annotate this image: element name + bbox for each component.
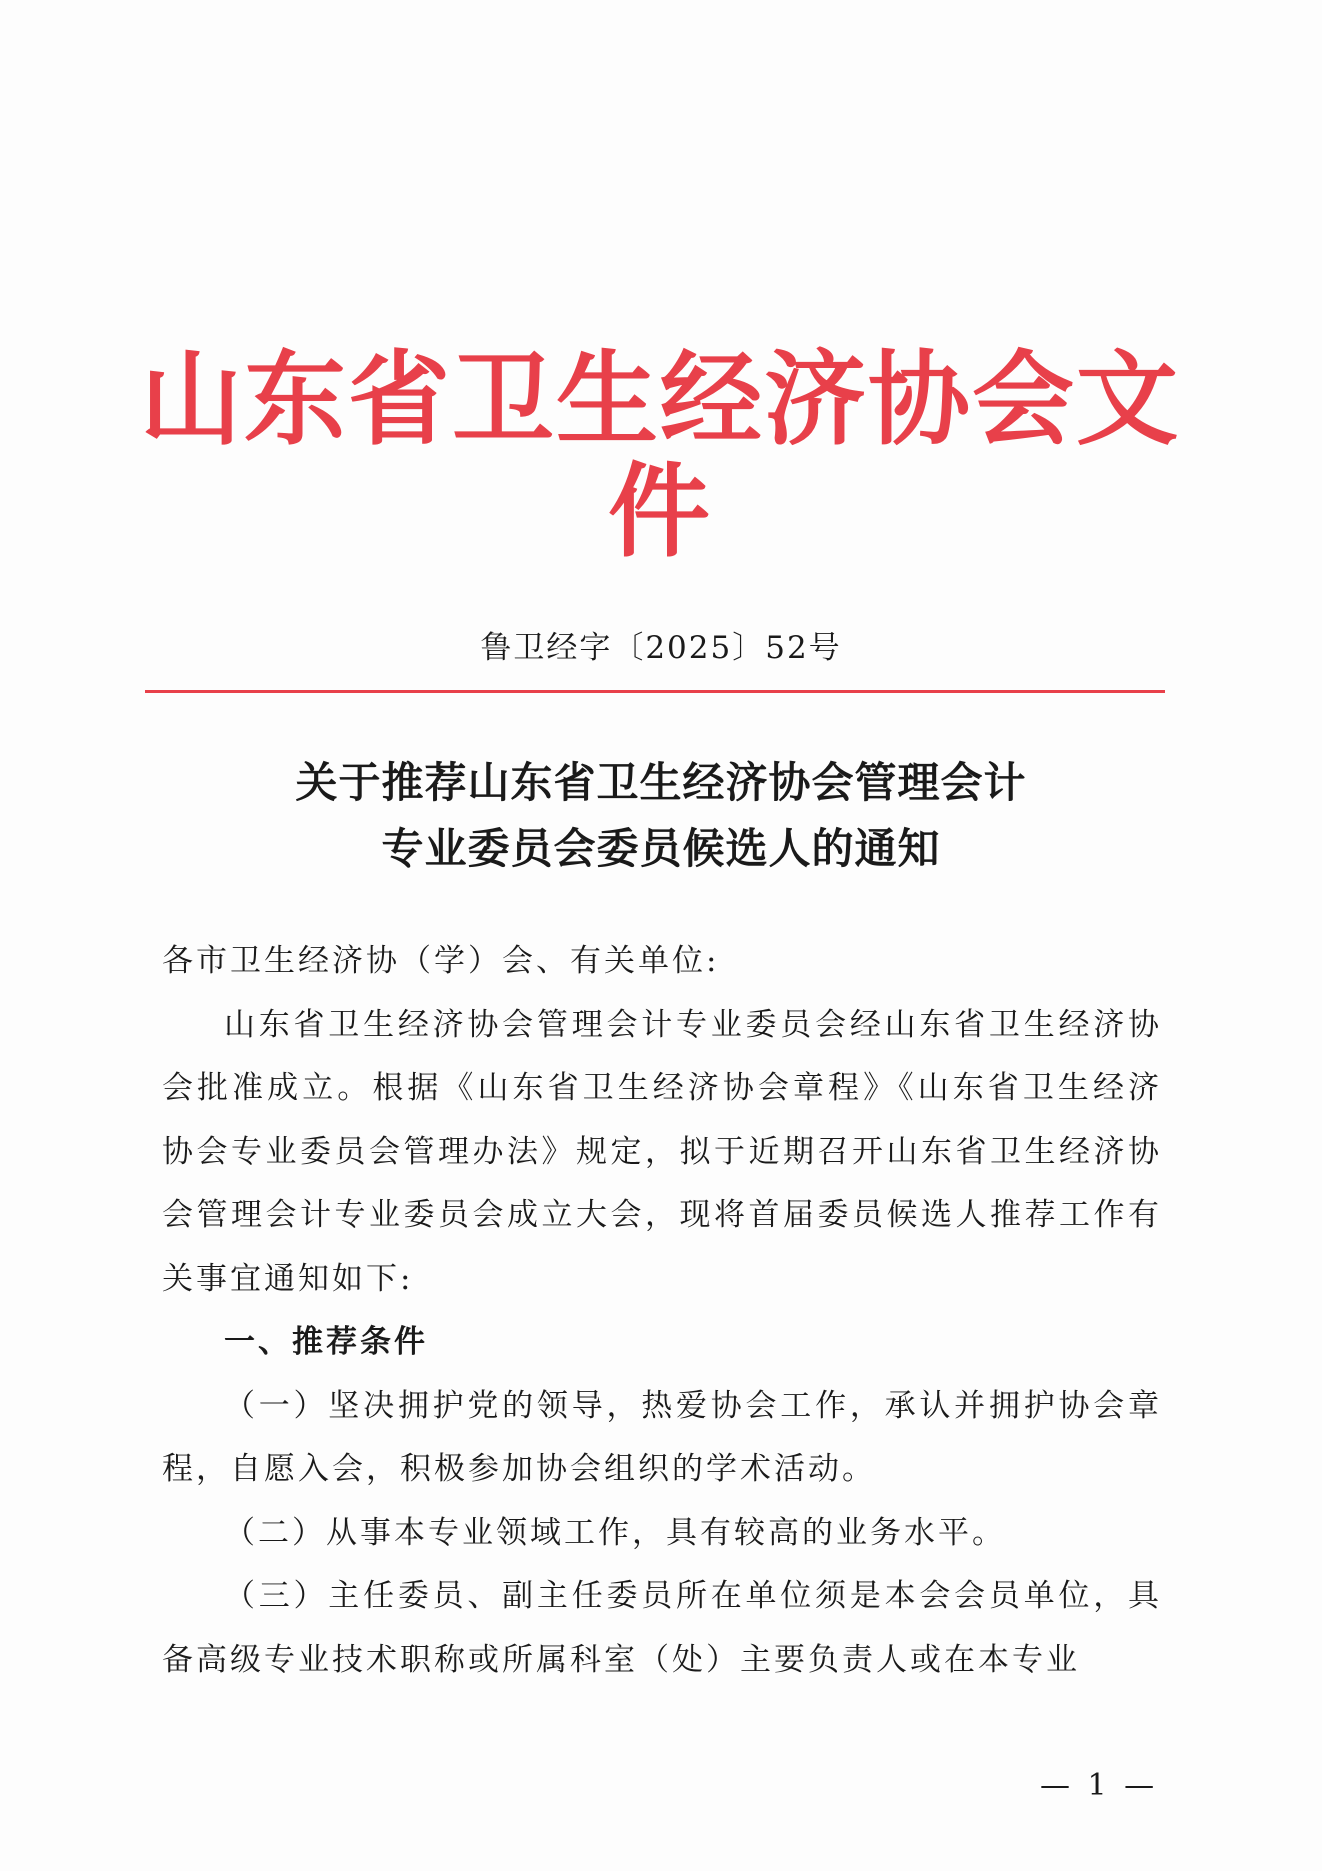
intro-paragraph: 山东省卫生经济协会管理会计专业委员会经山东省卫生经济协会批准成立。根据《山东省卫生经济协会章程》《山东省卫生经济协会专业委员会管理办法》规定，拟于近期召开山东省卫生经济协会管理会计专业委员会成立大会，现将首届委员候选人推荐工作有关事宜通知如下: bbox=[162, 1006, 1162, 1297]
org-masthead-title: 山东省卫生经济协会文件 bbox=[140, 341, 1180, 573]
notice-title bbox=[0, 750, 1322, 882]
notice-title-line-1: 关于推荐山东省卫生经济协会管理会计 bbox=[295, 758, 1027, 807]
condition-item-2: （二）从事本专业领域工作，具有较高的业务水平。 bbox=[224, 1514, 1006, 1551]
notice-title-line-2: 专业委员会委员候选人的通知 bbox=[381, 824, 941, 873]
document-number: 鲁卫经字〔2025〕52号 bbox=[480, 630, 842, 666]
section-heading-recommendation-conditions: 一、推荐条件 bbox=[224, 1324, 428, 1360]
condition-item-3: （三）主任委员、副主任委员所在单位须是本会会员单位，具备高级专业技术职称或所属科室（处）主要负责人或在本专业 bbox=[162, 1578, 1162, 1678]
salutation: 各市卫生经济协（学）会、有关单位: bbox=[162, 943, 720, 979]
page-number: — 1 — bbox=[1040, 1768, 1159, 1803]
condition-item-1: （一）坚决拥护党的领导，热爱协会工作，承认并拥护协会章程，自愿入会，积极参加协会组织的学术活动。 bbox=[162, 1387, 1162, 1487]
notice-body bbox=[162, 930, 1162, 1692]
red-divider-rule bbox=[145, 690, 1165, 693]
